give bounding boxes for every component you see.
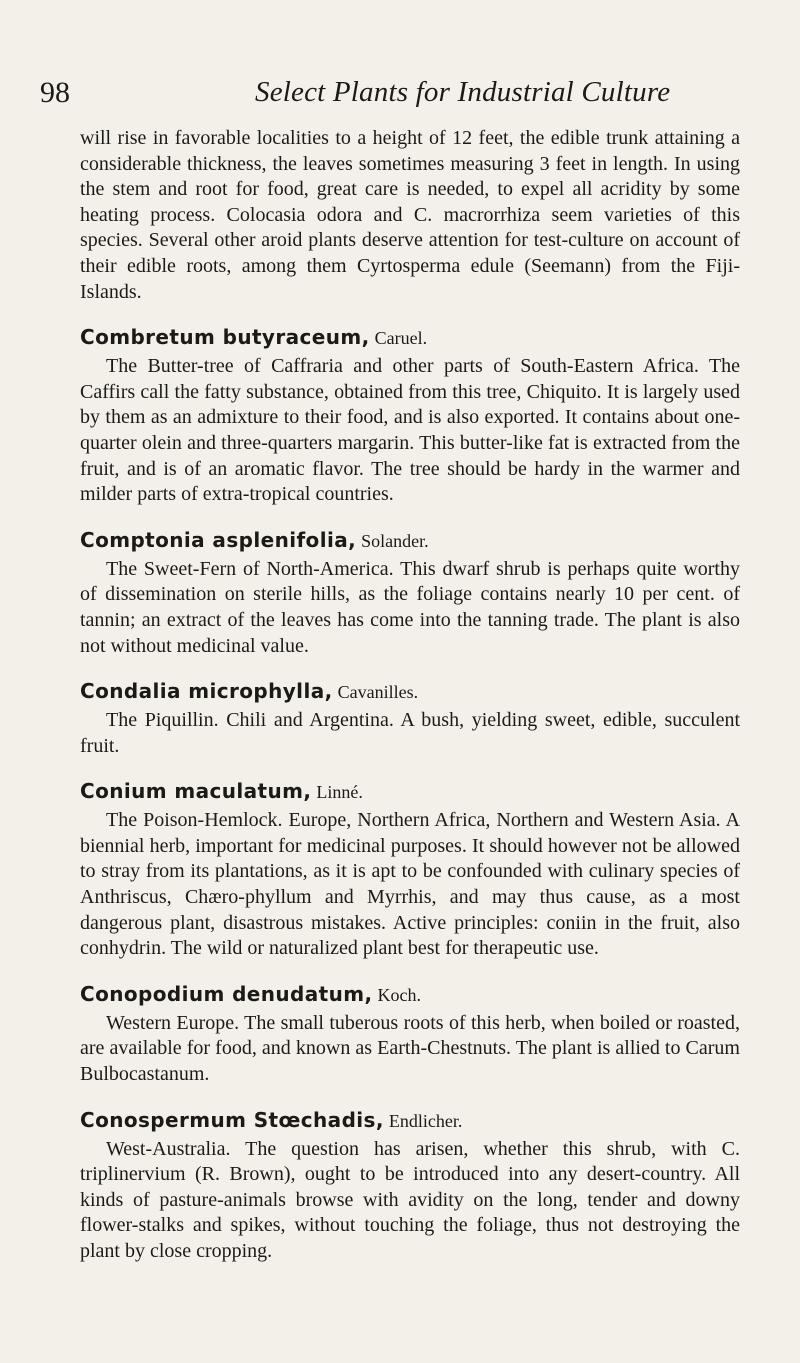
entry-heading: [80, 978, 740, 1011]
entry-description: The Poison-Hemlock. Europe, Northern Africa, Northern and Western Asia. A biennial herb, important for medicinal purposes. It should however not be allowed to stray from its plantations, as it is apt to be confounded with culinary species of Anthriscus, Chæro-phyllum and Myrrhis, and may thus cause, as a most dangerous plant, disastrous mistakes. Active principles: coniin in the fruit, also conhydrin. The wild or naturalized plant best for therapeutic use.: [80, 809, 740, 960]
species-authority: Endlicher.: [388, 1110, 463, 1131]
entry-description: West-Australia. The question has arisen, whether this shrub, with C. triplinervium (R. Brown), ought to be introduced into any desert-country. All kinds of pasture-animals browse with avidity on the long, tender and downy flower-stalks and spikes, without touching the foliage, thus not destroying the plant by close cropping.: [80, 1137, 740, 1262]
running-head: [40, 76, 740, 116]
entry-heading: [80, 775, 740, 808]
plant-entry-combretum: [80, 321, 740, 508]
species-name: Condalia microphylla,: [80, 679, 333, 704]
plant-entry-conospermum: [80, 1104, 740, 1265]
entry-description: The Butter-tree of Caffraria and other parts of South-Eastern Africa. The Caffirs call the fatty substance, obtained from this tree, Chiquito. It is largely used by them as an admixture to their food, and is also exported. It contains about one-quarter olein and three-quarters margarin. This butter-like fat is extracted from the fruit, and is of an aromatic flavor. The tree should be hardy in the warmer and milder parts of extra-tropical countries.: [80, 355, 740, 506]
entry-heading: [80, 675, 740, 708]
entry-heading: [80, 524, 740, 557]
entry-description: Western Europe. The small tuberous roots of this herb, when boiled or roasted, are available for food, and known as Earth-Chestnuts. The plant is allied to Carum Bulbocastanum.: [80, 1011, 740, 1086]
species-name: Comptonia asplenifolia,: [80, 527, 357, 552]
entry-description: The Piquillin. Chili and Argentina. A bush, yielding sweet, edible, succulent fruit.: [80, 709, 740, 757]
plant-entry-condalia: [80, 675, 740, 759]
species-name: Conospermum Stœchadis,: [80, 1107, 384, 1132]
page-number: 98: [40, 76, 70, 109]
plant-entry-conium: [80, 775, 740, 962]
species-authority: Linné.: [316, 782, 363, 803]
species-authority: Cavanilles.: [337, 682, 419, 703]
entry-description: The Sweet-Fern of North-America. This dwarf shrub is perhaps quite worthy of dissemination on sterile hills, as the foliage contains nearly 10 per cent. of tannin; an extract of the leaves has come into the tanning trade. The plant is also not without medicinal value.: [80, 557, 740, 657]
plant-entry-conopodium: [80, 978, 740, 1088]
running-title: Select Plants for Industrial Culture: [255, 76, 671, 108]
entry-heading: [80, 321, 740, 354]
entry-heading: [80, 1104, 740, 1137]
species-authority: Koch.: [377, 984, 421, 1005]
plant-entry-comptonia: [80, 524, 740, 659]
opening-paragraph: will rise in favorable localities to a height of 12 feet, the edible trunk attaining a considerable thickness, the leaves sometimes measuring 3 feet in length. In using the stem and root for food, great care is needed, to expel all acridity by some heating process. Colocasia odora and C. macrorrhiza seem varieties of this species. Several other aroid plants deserve attention for test-culture on account of their edible roots, among them Cyrtosperma edule (Seemann) from the Fiji-Islands.: [80, 127, 740, 303]
species-name: Combretum butyraceum,: [80, 325, 370, 350]
species-authority: Solander.: [361, 530, 429, 551]
species-authority: Caruel.: [374, 328, 428, 349]
species-name: Conopodium denudatum,: [80, 981, 373, 1006]
species-name: Conium maculatum,: [80, 779, 312, 804]
page-body: [80, 126, 740, 1265]
